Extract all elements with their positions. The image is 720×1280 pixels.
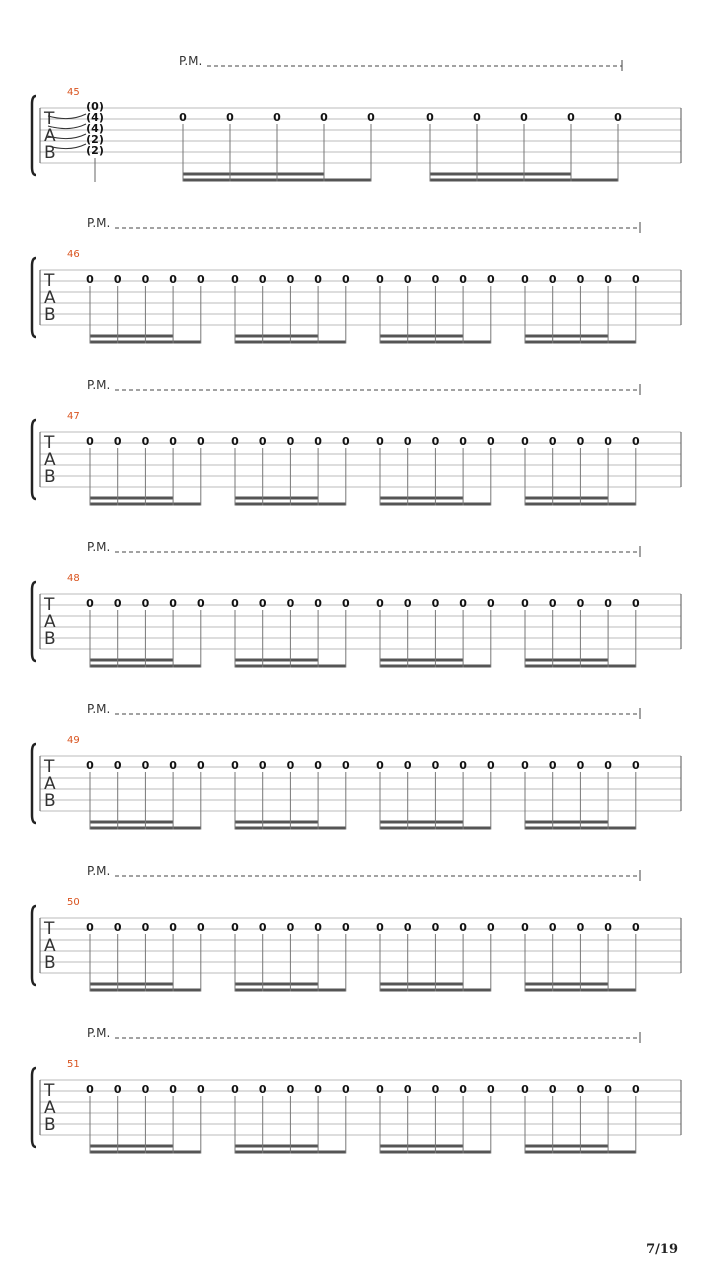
fret-number: 0: [376, 759, 384, 772]
measure-number: 48: [67, 573, 80, 584]
fret-number: 0: [141, 759, 150, 772]
fret-number: 0: [403, 1083, 412, 1096]
fret-number: 0: [431, 273, 440, 286]
palm-mute-label: P.M.: [87, 702, 111, 716]
fret-number: 0: [631, 273, 640, 286]
fret-number: 0: [113, 1083, 122, 1096]
fret-number: 0: [169, 1083, 177, 1096]
fret-number: 0: [548, 1083, 557, 1096]
tab-clef-letter: T: [44, 919, 55, 939]
fret-number: 0: [431, 1083, 440, 1096]
fret-number: 0: [403, 435, 412, 448]
tab-clef-letter: T: [44, 109, 55, 129]
fret-number: 0: [141, 597, 150, 610]
fret-number: 0: [576, 597, 585, 610]
fret-number: 0: [314, 597, 322, 610]
tab-clef-letter: A: [44, 450, 56, 470]
fret-number: 0: [86, 759, 94, 772]
fret-number: 0: [286, 273, 295, 286]
fret-number: 0: [341, 1083, 350, 1096]
fret-number: 0: [403, 921, 412, 934]
fret-number: 0: [141, 1083, 150, 1096]
fret-number: 0: [403, 597, 412, 610]
fret-number: 0: [141, 273, 150, 286]
fret-number: 0: [521, 921, 529, 934]
tab-system: [32, 702, 681, 830]
fret-number: 0: [113, 597, 122, 610]
measure-number: 50: [67, 897, 80, 908]
chord-fret-number: (4): [86, 122, 104, 135]
fret-number: 0: [604, 597, 612, 610]
fret-number: 0: [376, 921, 384, 934]
fret-number: 0: [521, 1083, 529, 1096]
fret-number: 0: [169, 921, 177, 934]
fret-number: 0: [459, 435, 467, 448]
fret-number: 0: [521, 759, 529, 772]
fret-number: 0: [520, 111, 528, 124]
fret-number: 0: [631, 921, 640, 934]
fret-number: 0: [169, 435, 177, 448]
fret-number: 0: [548, 597, 557, 610]
fret-number: 0: [169, 759, 177, 772]
fret-number: 0: [548, 273, 557, 286]
fret-number: 0: [341, 273, 350, 286]
fret-number: 0: [286, 759, 295, 772]
fret-number: 0: [521, 435, 529, 448]
tab-clef-letter: T: [44, 271, 55, 291]
tab-clef-letter: A: [44, 1098, 56, 1118]
system-bracket: [32, 1068, 36, 1147]
tab-system: [32, 378, 681, 506]
fret-number: 0: [179, 111, 187, 124]
tab-clef-letter: B: [44, 1115, 56, 1135]
fret-number: 0: [576, 1083, 585, 1096]
fret-number: 0: [567, 111, 575, 124]
tab-clef-letter: A: [44, 288, 56, 308]
fret-number: 0: [258, 1083, 267, 1096]
fret-number: 0: [341, 597, 350, 610]
chord-fret-number: (2): [86, 144, 104, 157]
tab-clef-letter: A: [44, 936, 56, 956]
fret-number: 0: [231, 1083, 239, 1096]
fret-number: 0: [431, 435, 440, 448]
fret-number: 0: [486, 273, 495, 286]
system-bracket: [32, 582, 36, 661]
fret-number: 0: [86, 597, 94, 610]
palm-mute-label: P.M.: [87, 216, 111, 230]
tab-system: [32, 54, 681, 182]
fret-number: 0: [486, 597, 495, 610]
system-bracket: [32, 420, 36, 499]
palm-mute-label: P.M.: [179, 54, 203, 68]
fret-number: 0: [631, 597, 640, 610]
fret-number: 0: [631, 759, 640, 772]
measure-number: 46: [67, 249, 80, 260]
fret-number: 0: [273, 111, 281, 124]
fret-number: 0: [226, 111, 234, 124]
fret-number: 0: [86, 1083, 94, 1096]
fret-number: 0: [459, 1083, 467, 1096]
system-bracket: [32, 744, 36, 823]
page-number: 7/19: [646, 1242, 678, 1257]
fret-number: 0: [604, 273, 612, 286]
fret-number: 0: [431, 597, 440, 610]
fret-number: 0: [113, 759, 122, 772]
fret-number: 0: [576, 921, 585, 934]
fret-number: 0: [604, 435, 612, 448]
fret-number: 0: [376, 1083, 384, 1096]
tab-clef-letter: B: [44, 467, 56, 487]
fret-number: 0: [258, 921, 267, 934]
fret-number: 0: [341, 435, 350, 448]
fret-number: 0: [86, 921, 94, 934]
tab-system: [32, 864, 681, 992]
tab-clef-letter: T: [44, 757, 55, 777]
fret-number: 0: [376, 435, 384, 448]
tab-clef-letter: T: [44, 1081, 55, 1101]
fret-number: 0: [196, 921, 205, 934]
fret-number: 0: [141, 921, 150, 934]
tab-clef-letter: A: [44, 774, 56, 794]
fret-number: 0: [113, 273, 122, 286]
fret-number: 0: [286, 921, 295, 934]
chord-fret-number: (4): [86, 111, 104, 124]
fret-number: 0: [141, 435, 150, 448]
fret-number: 0: [376, 597, 384, 610]
fret-number: 0: [459, 273, 467, 286]
fret-number: 0: [486, 435, 495, 448]
measure-number: 51: [67, 1059, 80, 1070]
fret-number: 0: [286, 435, 295, 448]
chord-fret-number: (0): [86, 100, 104, 113]
fret-number: 0: [604, 921, 612, 934]
fret-number: 0: [231, 597, 239, 610]
measure-number: 47: [67, 411, 80, 422]
fret-number: 0: [548, 435, 557, 448]
fret-number: 0: [86, 273, 94, 286]
tab-clef-letter: T: [44, 595, 55, 615]
fret-number: 0: [576, 759, 585, 772]
fret-number: 0: [196, 273, 205, 286]
fret-number: 0: [314, 759, 322, 772]
tab-clef-letter: A: [44, 126, 56, 146]
fret-number: 0: [486, 1083, 495, 1096]
fret-number: 0: [231, 435, 239, 448]
palm-mute-label: P.M.: [87, 864, 111, 878]
fret-number: 0: [196, 1083, 205, 1096]
fret-number: 0: [459, 921, 467, 934]
system-bracket: [32, 258, 36, 337]
fret-number: 0: [320, 111, 328, 124]
fret-number: 0: [258, 273, 267, 286]
palm-mute-label: P.M.: [87, 378, 111, 392]
fret-number: 0: [231, 273, 239, 286]
fret-number: 0: [258, 435, 267, 448]
fret-number: 0: [604, 759, 612, 772]
fret-number: 0: [314, 1083, 322, 1096]
tab-clef-letter: B: [44, 143, 56, 163]
fret-number: 0: [548, 921, 557, 934]
fret-number: 0: [231, 759, 239, 772]
fret-number: 0: [431, 759, 440, 772]
tab-system: [32, 216, 681, 344]
fret-number: 0: [341, 759, 350, 772]
chord-fret-number: (2): [86, 133, 104, 146]
measure-number: 49: [67, 735, 80, 746]
fret-number: 0: [286, 1083, 295, 1096]
tab-clef-letter: T: [44, 433, 55, 453]
fret-number: 0: [403, 273, 412, 286]
fret-number: 0: [548, 759, 557, 772]
tab-clef-letter: B: [44, 629, 56, 649]
fret-number: 0: [431, 921, 440, 934]
fret-number: 0: [314, 921, 322, 934]
fret-number: 0: [314, 273, 322, 286]
fret-number: 0: [486, 759, 495, 772]
fret-number: 0: [113, 435, 122, 448]
fret-number: 0: [258, 597, 267, 610]
fret-number: 0: [314, 435, 322, 448]
palm-mute-label: P.M.: [87, 540, 111, 554]
fret-number: 0: [169, 597, 177, 610]
fret-number: 0: [286, 597, 295, 610]
fret-number: 0: [341, 921, 350, 934]
fret-number: 0: [459, 597, 467, 610]
measure-number: 45: [67, 87, 80, 98]
tab-system: [32, 1026, 681, 1154]
tab-clef-letter: B: [44, 791, 56, 811]
tab-system: [32, 540, 681, 668]
tab-clef-letter: A: [44, 612, 56, 632]
fret-number: 0: [426, 111, 434, 124]
fret-number: 0: [86, 435, 94, 448]
fret-number: 0: [521, 273, 529, 286]
fret-number: 0: [169, 273, 177, 286]
fret-number: 0: [196, 759, 205, 772]
fret-number: 0: [631, 435, 640, 448]
fret-number: 0: [367, 111, 375, 124]
fret-number: 0: [576, 273, 585, 286]
fret-number: 0: [231, 921, 239, 934]
fret-number: 0: [376, 273, 384, 286]
fret-number: 0: [403, 759, 412, 772]
tab-clef-letter: B: [44, 953, 56, 973]
fret-number: 0: [196, 597, 205, 610]
fret-number: 0: [521, 597, 529, 610]
fret-number: 0: [576, 435, 585, 448]
fret-number: 0: [614, 111, 622, 124]
fret-number: 0: [486, 921, 495, 934]
system-bracket: [32, 906, 36, 985]
palm-mute-label: P.M.: [87, 1026, 111, 1040]
fret-number: 0: [631, 1083, 640, 1096]
fret-number: 0: [604, 1083, 612, 1096]
fret-number: 0: [113, 921, 122, 934]
fret-number: 0: [196, 435, 205, 448]
fret-number: 0: [258, 759, 267, 772]
system-bracket: [32, 96, 36, 175]
tab-clef-letter: B: [44, 305, 56, 325]
fret-number: 0: [459, 759, 467, 772]
fret-number: 0: [473, 111, 481, 124]
